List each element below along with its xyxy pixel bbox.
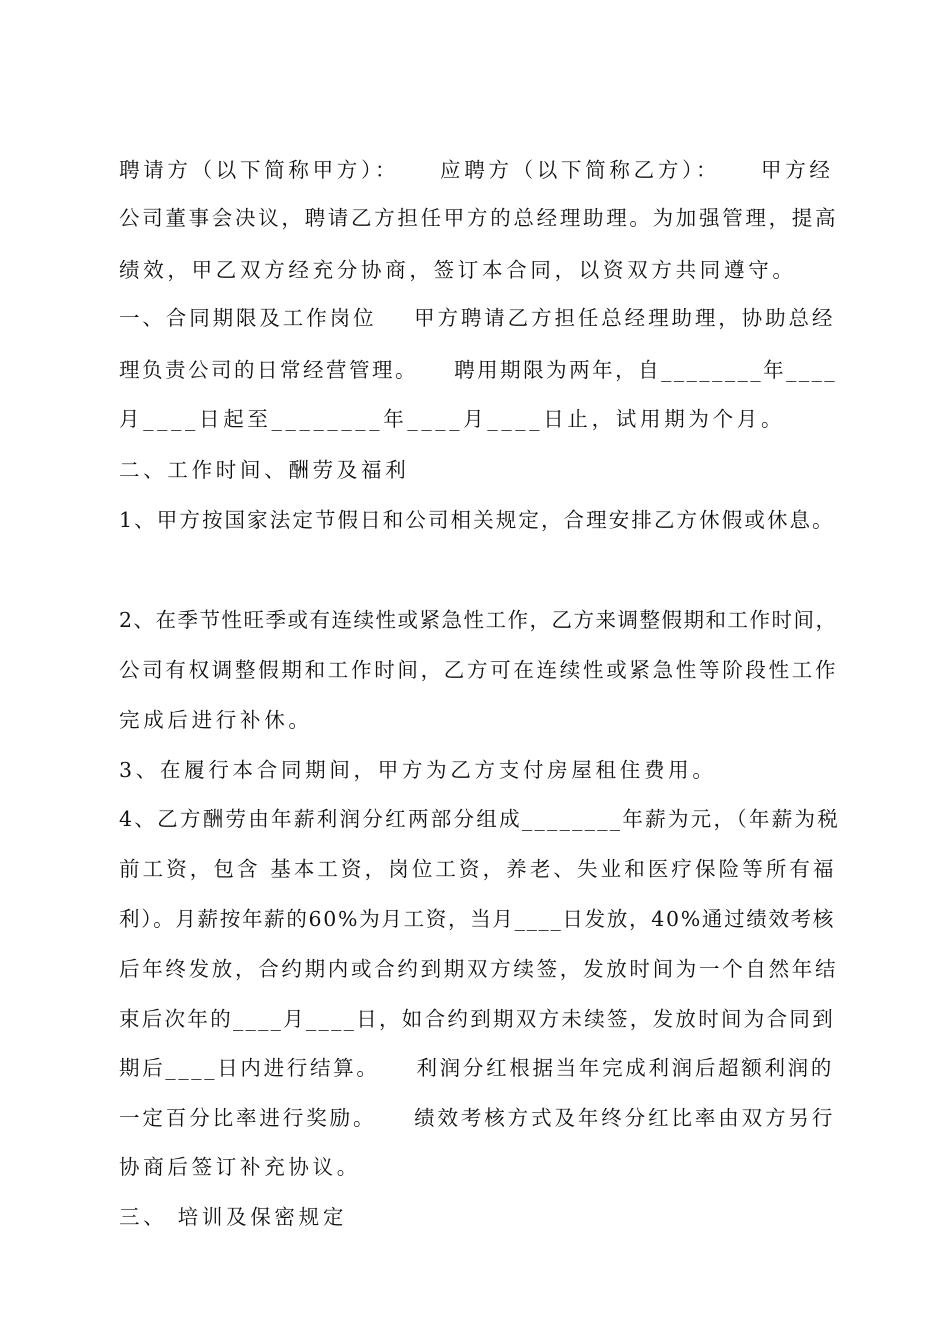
text-line: 前工资，包含 基本工资，岗位工资，养老、失业和医疗保险等所有福 [119, 857, 837, 881]
section-heading-2: 二、工作时间、酬劳及福利 [119, 458, 410, 482]
text-line: 2、在季节性旺季或有连续性或紧急性工作，乙方来调整假期和工作时间， [119, 608, 838, 632]
text-line: 协商后签订补充协议。 [119, 1155, 361, 1179]
text-line: 利）。月薪按年薪的60%为月工资，当月____日发放，40%通过绩效考核 [119, 907, 836, 931]
text-line: 4、乙方酬劳由年薪利润分红两部分组成________年薪为元，（年薪为税 [119, 807, 841, 831]
text-line: 3、在履行本合同期间，甲方为乙方支付房屋租住费用。 [119, 758, 717, 782]
text-line: 公司董事会决议，聘请乙方担任甲方的总经理助理。为加强管理，提高 [119, 206, 839, 230]
text-line: 后年终发放，合约期内或合约到期双方续签，发放时间为一个自然年结 [119, 957, 839, 981]
text-line: 完成后进行补休。 [119, 708, 313, 732]
text-line: 月____日起至________年____月____日止，试用期为个月。 [119, 407, 786, 431]
text-line: 理负责公司的日常经营管理。 聘用期限为两年，自________年____ [119, 358, 838, 382]
text-line: 公司有权调整假期和工作时间，乙方可在连续性或紧急性等阶段性工作 [119, 658, 839, 682]
text-line: 聘请方（以下简称甲方）： 应聘方（以下简称乙方）： 甲方经 [119, 158, 834, 182]
text-line: 一定百分比率进行奖励。 绩效考核方式及年终分红比率由双方另行 [119, 1106, 836, 1130]
section-heading-1: 一、合同期限及工作岗位 甲方聘请乙方担任总经理助理，协助总经 [119, 306, 836, 330]
text-line: 束后次年的____月____日，如合约到期双方未续签，发放时间为合同到 [119, 1007, 835, 1031]
section-heading-3: 三、 培训及保密规定 [119, 1205, 348, 1229]
text-line: 绩效，甲乙双方经充分协商，签订本合同，以资双方共同遵守。 [119, 258, 797, 282]
text-line: 1、甲方按国家法定节假日和公司相关规定，合理安排乙方休假或休息。 [119, 508, 835, 532]
text-line: 期后____日内进行结算。 利润分红根据当年完成利润后超额利润的 [119, 1056, 835, 1080]
